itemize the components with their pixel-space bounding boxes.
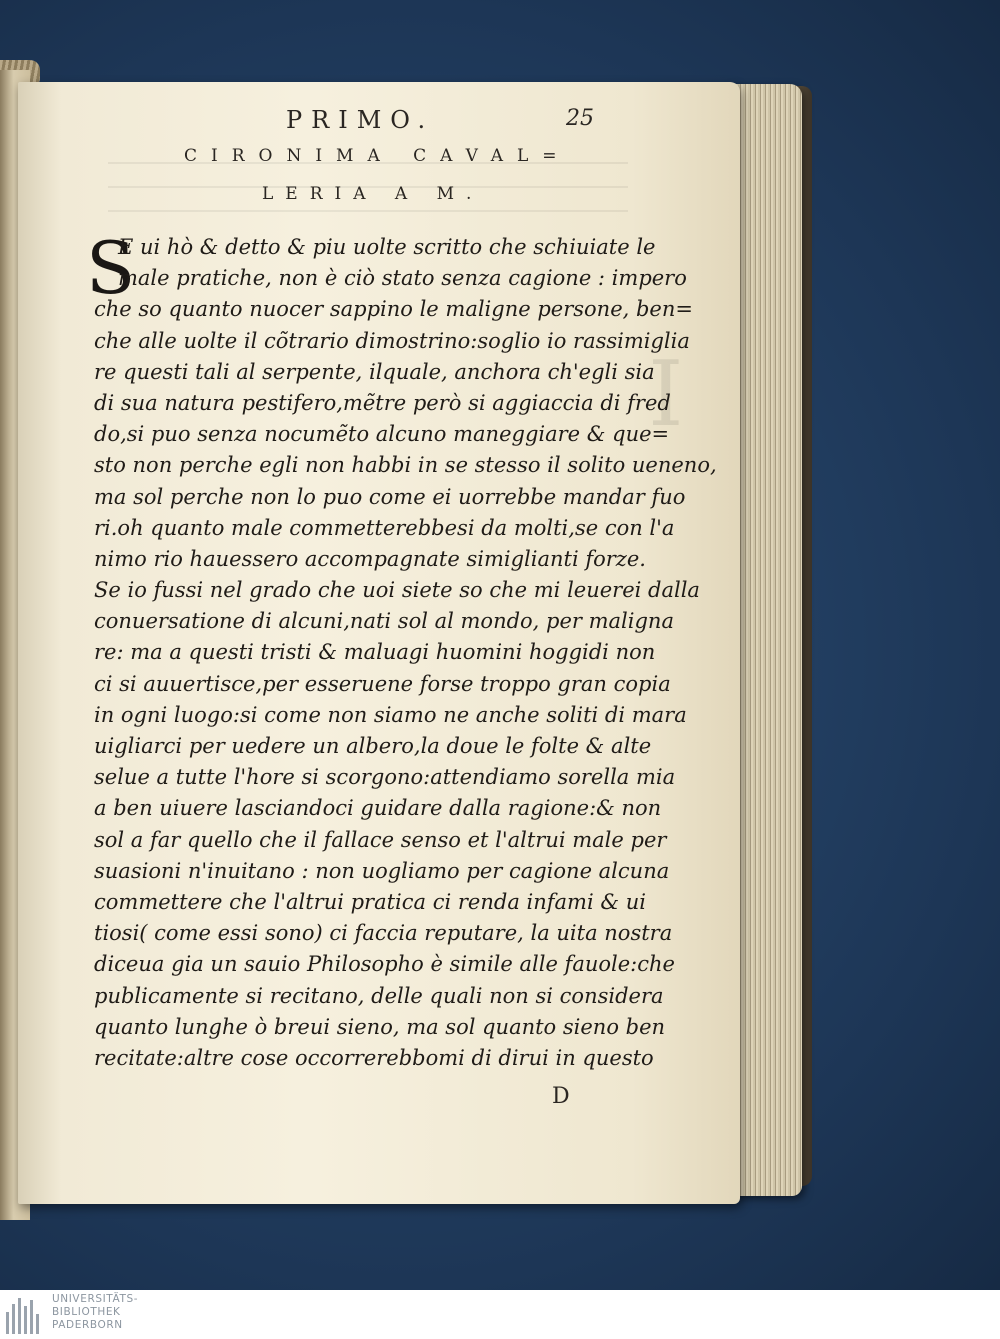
text-line: ci si auuertisce,per esseruene forse troppo gran copia <box>94 671 671 696</box>
text-line: sto non perche egli non habbi in se stesso il solito ueneno, <box>94 453 717 478</box>
drop-cap: S <box>86 226 136 310</box>
text-line: do,si puo senza nocumẽto alcuno maneggiare & que= <box>94 422 670 447</box>
text-line: quanto lunghe ò breui sieno, ma sol quanto sieno ben <box>94 1014 666 1039</box>
text-line: in ogni luogo:si come non siamo ne anche soliti di mara <box>94 702 687 727</box>
library-name-line-3: PADERBORN <box>52 1319 123 1331</box>
text-line: recitate:altre cose occorrerebbomi di dirui in questo <box>94 1045 654 1070</box>
text-line: E ui hò & detto & piu uolte scritto che schiuiate le <box>118 235 656 259</box>
library-footer <box>0 1290 1000 1339</box>
text-line: ma sol perche non lo puo come ei uorrebbe mandar fuo <box>94 484 686 509</box>
letter-heading-line-1: CIRONIMA CAVAL= <box>184 146 571 166</box>
book-page <box>18 82 740 1204</box>
library-name <box>52 1293 138 1332</box>
text-line: re: ma a questi tristi & maluagi huomini hoggidi non <box>94 640 656 665</box>
text-line: commettere che l'altrui pratica ci renda infami & ui <box>94 889 646 914</box>
text-line: conuersatione di alcuni,nati sol al mondo, per maligna <box>94 609 674 634</box>
text-line: male pratiche, non è ciò stato senza cagione : impero <box>118 266 687 291</box>
text-line: publicamente si recitano, delle quali non si considera <box>94 983 664 1008</box>
page-text-block <box>18 82 740 1204</box>
letter-heading-line-2: LERIA A M. <box>262 184 484 204</box>
text-line: Se io fussi nel grado che uoi siete so che mi leuerei dalla <box>94 578 700 603</box>
library-name-line-1: UNIVERSITÄTS- <box>52 1293 139 1305</box>
text-line: diceua gia un sauio Philosopho è simile alle fauole:che <box>94 952 675 977</box>
text-line: che alle uolte il cõtrario dimostrino:soglio io rassimiglia <box>94 328 690 353</box>
text-line: che so quanto nuocer sappino le maligne persone, ben= <box>94 297 693 322</box>
text-line: tiosi( come essi sono) ci faccia reputare, la uita nostra <box>94 921 673 946</box>
library-logo-icon <box>4 1294 42 1336</box>
running-head: PRIMO. <box>286 106 435 134</box>
library-name-line-2: BIBLIOTHEK <box>52 1306 121 1318</box>
text-line: a ben uiuere lasciandoci guidare dalla ragione:& non <box>94 796 662 821</box>
text-line: suasioni n'inuitano : non uogliamo per cagione alcuna <box>94 858 670 883</box>
text-line: di sua natura pestifero,mẽtre però si aggiaccia di fred <box>94 390 671 415</box>
text-line: re questi tali al serpente, ilquale, anchora ch'egli sia <box>94 359 655 384</box>
page-number: 25 <box>566 106 594 131</box>
text-line: ri.oh quanto male commetterebbesi da molti,se con l'a <box>94 515 675 540</box>
text-line: sol a far quello che il fallace senso et l'altrui male per <box>94 827 667 852</box>
show-through-letter: I <box>648 342 684 447</box>
text-line: uigliarci per uedere un albero,la doue le folte & alte <box>94 734 652 758</box>
signature-mark: D <box>552 1084 570 1109</box>
body-text <box>94 232 717 1074</box>
text-line: selue a tutte l'hore si scorgono:attendiamo sorella mia <box>94 765 676 790</box>
text-line: nimo rio hauessero accompagnate simiglianti forze. <box>94 546 646 571</box>
